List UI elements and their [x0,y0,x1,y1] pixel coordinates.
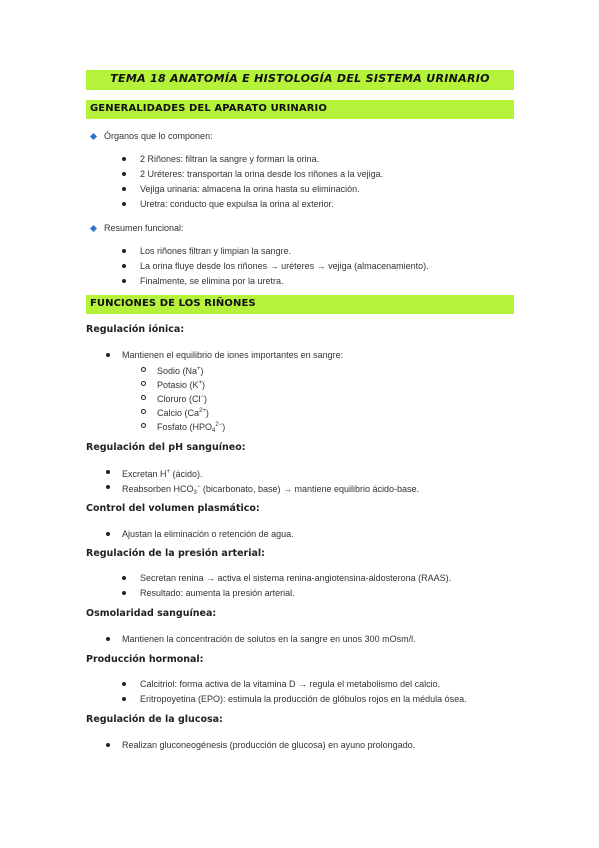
list-item: Ajustan la eliminación o retención de agua. [122,529,294,539]
list-item: Calcitriol: forma activa de la vitamina D → regula el metabolismo del calcio. [140,679,441,689]
section-banner-funciones [86,295,514,314]
diamond-bullet-icon [90,225,97,232]
list-item: Realizan gluconeogénesis (producción de glucosa) en ayuno prolongado. [122,740,416,750]
bullet-icon [106,532,110,536]
circle-bullet-icon [141,423,146,428]
section-banner-generalidades [86,100,514,119]
list-item: Mantienen la concentración de solutos en la sangre en unos 300 mOsm/l. [122,634,416,644]
list-item: Los riñones filtran y limpian la sangre. [140,246,292,256]
ion-item: Cloruro (Cl−) [157,394,208,404]
bullet-icon [122,576,126,580]
list-item: 2 Riñones: filtran la sangre y forman la orina. [140,154,320,164]
resumen-label: Resumen funcional: [104,223,184,233]
ion-item: Calcio $(Ca^{2+})$ [157,408,209,418]
bullet-icon [122,202,126,206]
organos-label: Órganos que lo componen: [104,131,213,141]
bullet-icon [122,279,126,283]
bullet-icon [106,485,110,489]
list-item: Excretan H+ (ácido). [122,469,203,479]
list-item: Secretan renina → activa el sistema renina-angiotensina-aldosterona (RAAS). [140,573,452,583]
section-heading: FUNCIONES DE LOS RIÑONES [90,298,256,309]
subheading-glucosa: Regulación de la glucosa: [86,714,223,725]
subheading-volumen: Control del volumen plasmático: [86,503,260,514]
ion-item: Sodio (Na+) [157,366,204,376]
section-heading: GENERALIDADES DEL APARATO URINARIO [90,103,327,114]
bullet-icon [106,470,110,474]
bullet-icon [122,172,126,176]
subheading-ionica: Regulación iónica: [86,324,185,335]
bullet-icon [122,264,126,268]
document-title: TEMA 18 ANATOMÍA E HISTOLOGÍA DEL SISTEMA URINARIO [110,72,490,85]
circle-bullet-icon [141,409,146,414]
circle-bullet-icon [141,381,146,386]
list-item: Eritropoyetina (EPO): estimula la producción de glóbulos rojos en la médula ósea. [140,694,467,704]
bullet-icon [122,682,126,686]
subheading-ph: Regulación del pH sanguíneo: [86,442,246,453]
list-item: Reabsorben $HCO_3^-$ (bicarbonato, base) → mantiene equilibrio ácido-base. [122,484,420,496]
title-banner [86,70,514,90]
list-item: Vejiga urinaria: almacena la orina hasta su eliminación. [140,184,360,194]
bullet-icon [106,637,110,641]
bullet-icon [122,249,126,253]
bullet-icon [106,743,110,747]
circle-bullet-icon [141,395,146,400]
bullet-icon [106,353,110,357]
bullet-icon [122,187,126,191]
circle-bullet-icon [141,367,146,372]
subheading-hormonal: Producción hormonal: [86,654,204,665]
ion-item: Fosfato $(HPO_4^{2-})$ [157,422,226,434]
bullet-icon [122,591,126,595]
list-item: Finalmente, se elimina por la uretra. [140,276,284,286]
subheading-osmolaridad: Osmolaridad sanguínea: [86,608,217,619]
bullet-icon [122,157,126,161]
subheading-presion: Regulación de la presión arterial: [86,548,265,559]
bullet-icon [122,697,126,701]
list-item: Uretra: conducto que expulsa la orina al exterior. [140,199,334,209]
diamond-bullet-icon [90,133,97,140]
list-item: Mantienen el equilibrio de iones importantes en sangre: [122,350,344,360]
list-item: Resultado: aumenta la presión arterial. [140,588,295,598]
list-item: 2 Uréteres: transportan la orina desde los riñones a la vejiga. [140,169,384,179]
list-item: La orina fluye desde los riñones → uréteres → vejiga (almacenamiento). [140,261,429,271]
ion-item: Potasio (K+) [157,380,206,390]
